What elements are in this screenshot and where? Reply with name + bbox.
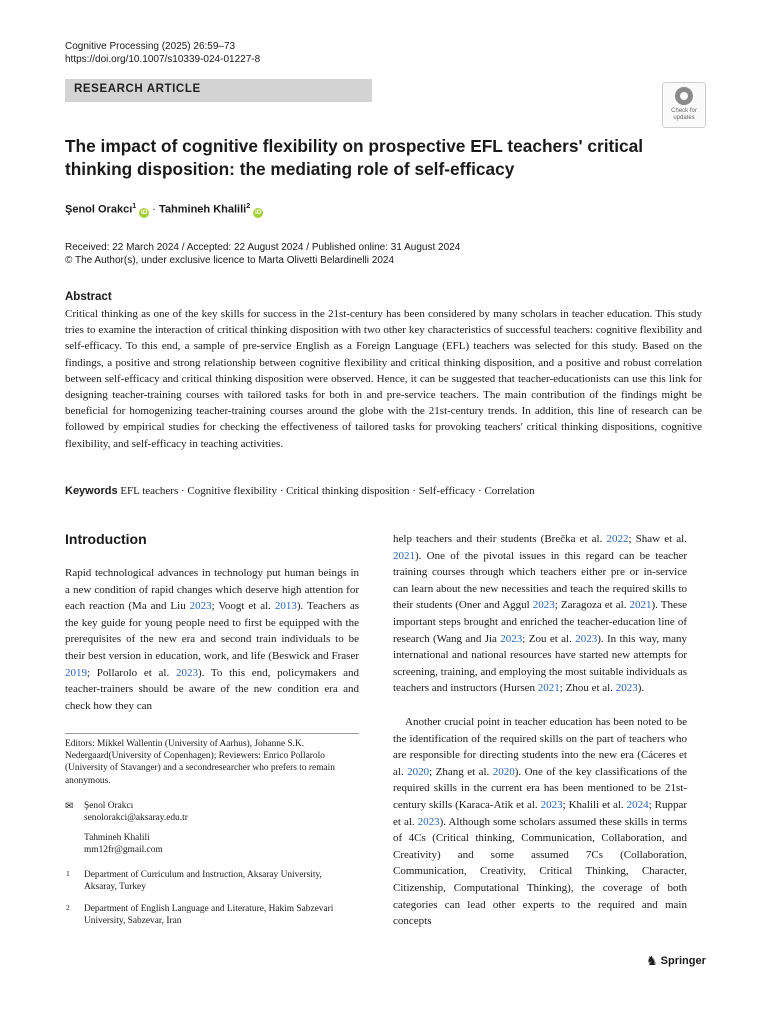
intro-paragraph-left: Rapid technological advances in technology put human beings in a new condition of rapid changes which deserve high attention for each reaction (Ma and Liu 2023; Voogt et al. 2013). Teachers as the key guide for young people need to first be equipped with the prerequisites of the new era and second train individuals to be their best version in education, work, and life (Beswick and Fraser 2019; Pollarolo et al. 2023). To this end, policymakers and teacher-trainers should be aware of the new condition era and check how they can — [65, 567, 359, 712]
citation-link[interactable]: 2023 — [175, 666, 198, 679]
envelope-icon: ✉ — [65, 801, 74, 812]
intro-paragraph-right-2: Another crucial point in teacher education has been noted to be the identification of the required skills on the part of teachers who are responsible for directing students into the new era (Cáceres et al. 2020; Zhang et al. 2020). One of the key classifications of the required skills in the current era has been mentioned to be 21st-century skills (Karaca-Atik et al. 2023; Khalili et al. 2024; Ruppar et al. 2023). Although some scholars assumed these skills in terms of 4Cs (Critical thinking, Communication, Collaboration, and Creativity) and some assumed 7Cs (Collaboration, Communication, Creativity, Critical Thinking, Character, Citizenship, Computational Thinking), the coverage of both categories can lead other experts to the required and main concepts — [393, 716, 687, 928]
corresponding-author-2 — [84, 832, 163, 856]
editors-note: Editors: Mikkel Wallentin (University of Aarhus), Johanne S.K. Nedergaard(University of Copenhagen); Reviewers: Enrico Pollarolo (University of Stavanger) and a secondresearcher who prefers to remain anonymous. — [65, 739, 335, 786]
intro-paragraph-right-1: help teachers and their students (Brečka et al. 2022; Shaw et al. 2021). One of the pivotal issues in this regard can be teacher training courses through which teachers either pre or in-service can learn about the new necessities and teach the required skills to their students (Oner and Aggul 2023; Zaragoza et al. 2021). These important steps brought and enriched the teacher-education line of research (Wang and Jia 2023; Zou et al. 2023). In this way, many international and national resources have started new attempts for screening, training, and employing the most suitable individuals as teachers and instructors (Hursen 2021; Zhou et al. 2023). — [393, 533, 687, 695]
affiliation-1: Department of Curriculum and Instruction, Aksaray University, Aksaray, Turkey — [84, 870, 322, 893]
citation-link[interactable]: 2023 — [575, 632, 598, 645]
author-affiliation-mark: 1 — [132, 203, 137, 210]
keywords-label: Keywords — [65, 485, 118, 497]
abstract-heading: Abstract — [65, 291, 112, 303]
author-name[interactable]: Tahmineh Khalili — [159, 203, 247, 216]
affiliation-number: 1 — [66, 869, 70, 878]
corresponding-author-1 — [84, 800, 188, 824]
footnote-divider — [65, 733, 359, 734]
citation-link[interactable]: 2023 — [417, 815, 440, 828]
author-list — [65, 203, 263, 218]
citation-link[interactable]: 2023 — [615, 682, 638, 695]
citation-link[interactable]: 2023 — [189, 600, 212, 613]
orcid-icon[interactable]: iD — [254, 208, 262, 216]
author-affiliation-mark: 2 — [246, 203, 251, 210]
citation-link[interactable]: 2023 — [532, 599, 555, 612]
publisher-logo — [646, 953, 706, 969]
contact-email[interactable]: mm12fr@gmail.com — [84, 845, 163, 856]
author-name[interactable]: Şenol Orakcı — [65, 203, 133, 216]
citation-link[interactable]: 2020 — [407, 765, 430, 778]
publication-history: Received: 22 March 2024 / Accepted: 22 August 2024 / Published online: 31 August 2024 — [65, 242, 461, 253]
contact-name: Tahmineh Khalili — [84, 833, 150, 843]
citation-link[interactable]: 2020 — [492, 765, 515, 778]
article-title: The impact of cognitive flexibility on prospective EFL teachers' critical thinking disposition: the mediating role of self-efficacy — [65, 136, 644, 179]
article-type-banner — [65, 79, 372, 102]
keywords-text: EFL teachers · Cognitive flexibility · Critical thinking disposition · Self-efficacy · Correlation — [120, 485, 535, 497]
journal-citation: Cognitive Processing (2025) 26:59–73 — [65, 41, 236, 52]
check-updates-icon — [675, 87, 693, 105]
citation-link[interactable]: 2021 — [629, 599, 652, 612]
copyright-line: © The Author(s), under exclusive licence to Marta Olivetti Belardinelli 2024 — [65, 255, 395, 266]
citation-link[interactable]: 2013 — [274, 600, 297, 613]
publisher-name: Springer — [660, 955, 706, 967]
contact-email[interactable]: senolorakci@aksaray.edu.tr — [84, 813, 188, 824]
check-updates-line1: Check for — [671, 108, 697, 114]
keywords — [65, 485, 535, 497]
check-for-updates-badge[interactable] — [662, 82, 706, 128]
citation-link[interactable]: 2023 — [540, 798, 563, 811]
orcid-icon[interactable]: iD — [140, 208, 148, 216]
citation-link[interactable]: 2022 — [606, 533, 629, 545]
doi-link[interactable]: https://doi.org/10.1007/s10339-024-01227-8 — [65, 54, 261, 65]
citation-link[interactable]: 2021 — [537, 682, 560, 695]
springer-horse-icon: ♞ — [646, 953, 658, 968]
affiliation-2: Department of English Language and Literature, Hakim Sabzevari University, Sabzevar, Iran — [84, 904, 334, 927]
contact-name: Şenol Orakcı — [84, 801, 134, 811]
journal-header — [65, 40, 260, 66]
abstract-body: Critical thinking as one of the key skills for success in the 21st-century has been considered by many scholars in teacher education. This study tries to examine the interaction of critical thinking disposition with two other key characteristics of successful teachers: cognitive flexibility and self-efficacy. To this end, a sample of pre-service English as a Foreign Language (EFL) teachers was selected for this study. Based on the findings, a positive and strong relationship between cognitive flexibility and critical thinking disposition, and a positive and robust correlation between self-efficacy and critical thinking disposition were observed. Hence, it can be suggested that teacher-educationists can use this link for designing teacher-training courses with tailored tasks for both in and pre-service teachers. The main contribution of the findings might be beneficial for homogenizing teacher-training courses around the globe with the 21st-century trends. In addition, this line of research can be followed by empirical studies for checking the effectiveness of tailored tasks for provoking teachers' critical thinking dispositions, cognitive flexibility, and self-efficacy in teaching activities. — [65, 308, 702, 450]
check-updates-line2: updates — [673, 115, 695, 121]
publication-dates — [65, 241, 460, 267]
affiliation-number: 2 — [66, 903, 70, 912]
citation-link[interactable]: 2024 — [626, 798, 649, 811]
author-separator: · — [149, 203, 160, 216]
citation-link[interactable]: 2021 — [393, 549, 415, 562]
introduction-heading: Introduction — [65, 531, 147, 547]
citation-link[interactable]: 2023 — [500, 632, 523, 645]
citation-link[interactable]: 2019 — [65, 666, 87, 679]
article-type-label: RESEARCH ARTICLE — [74, 83, 201, 95]
